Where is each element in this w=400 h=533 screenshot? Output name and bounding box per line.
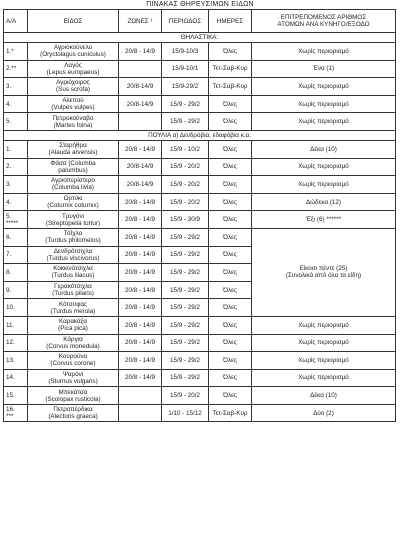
section-title-mammals: ΘΗΛΑΣΤΙΚΑ:: [4, 33, 396, 43]
thrush-limit-line1: Είκοσι πέντε (25): [299, 265, 348, 273]
cell-allowed-number: [252, 43, 396, 61]
cell-species: [28, 95, 119, 113]
cell-period: [162, 158, 209, 176]
cell-days: [209, 211, 252, 229]
row-number: 4.: [6, 198, 12, 206]
species-latin-name: (Oryctolagus cuniculus): [40, 51, 106, 59]
days-value: Όλες: [223, 374, 237, 382]
cell-period: [162, 264, 209, 282]
cell-days: [209, 176, 252, 194]
cell-number: [4, 246, 28, 264]
cell-species: [28, 387, 119, 405]
cell-species: [28, 158, 119, 176]
cell-zones: [119, 43, 162, 61]
cell-zones: [119, 334, 162, 352]
header-period: ΠΕΡΙΟΔΟΣ: [162, 10, 209, 33]
days-value: Όλες: [223, 251, 237, 259]
species-common-name: Αλεπού: [62, 97, 84, 105]
cell-days: [209, 299, 252, 317]
species-latin-name: (Turdus iliacus): [51, 272, 95, 280]
header-species: ΕΙΔΟΣ: [28, 10, 119, 33]
period-value: 15/9 - 20/2: [169, 180, 201, 188]
allowed-number-value: Χωρίς περιορισμό: [298, 82, 349, 90]
cell-number: [4, 78, 28, 96]
cell-species: [28, 176, 119, 194]
table-row: [4, 387, 396, 405]
species-latin-name: (Lepus europaeus): [46, 68, 100, 76]
cell-number: [4, 211, 28, 229]
cell-period: [162, 281, 209, 299]
header-allowed-number-line2: ΑΤΟΜΩΝ ΑΝΑ ΚΥΝΗΓΟ/ΕΞΟΔΟ: [277, 21, 370, 28]
header-zones: ΖΩΝΕΣ ¹: [119, 10, 162, 33]
cell-days: [209, 193, 252, 211]
zones-value: 20/8 - 14/9: [124, 286, 156, 294]
cell-number: [4, 193, 28, 211]
row-number: 4.: [6, 100, 12, 108]
zones-value: 20/8 - 14/9: [124, 198, 156, 206]
period-value: 15/9 - 29/2: [169, 233, 201, 241]
table-row: [4, 140, 396, 158]
period-value: 15/9 - 29/2: [169, 374, 201, 382]
cell-allowed-number: [252, 316, 396, 334]
cell-species: [28, 246, 119, 264]
cell-allowed-number: [252, 140, 396, 158]
period-value: 15/9 - 29/2: [169, 339, 201, 347]
cell-zones: [119, 387, 162, 405]
cell-days: [209, 78, 252, 96]
cell-allowed-number: [252, 158, 396, 176]
days-value: Όλες: [223, 339, 237, 347]
species-latin-name: (Pica pica): [58, 325, 88, 333]
cell-days: [209, 158, 252, 176]
species-latin-name: (Corvus corone): [50, 360, 96, 368]
species-latin-name: (Streptopelia turtur): [45, 219, 101, 227]
cell-zones: [119, 113, 162, 131]
section-title-birds: ΠΟΥΛΙΑ α) Δενδρόβια, εδαφόβια κ.α.: [4, 130, 396, 140]
days-value: Τετ-Σαβ-Κυρ: [212, 409, 248, 417]
period-value: 15/9-10/1: [171, 65, 199, 73]
row-number-note: *****: [6, 219, 19, 227]
species-latin-name: (Turdus viscivorus): [46, 254, 100, 262]
allowed-number-value: Δύο (2): [313, 409, 334, 417]
days-value: Όλες: [223, 356, 237, 364]
header-allowed-number: [252, 10, 396, 33]
period-value: 15/9 - 29/2: [169, 321, 201, 329]
cell-period: [162, 334, 209, 352]
cell-period: [162, 352, 209, 370]
days-value: Όλες: [223, 47, 237, 55]
cell-days: [209, 228, 252, 246]
cell-species: [28, 334, 119, 352]
row-number: 7.: [6, 251, 12, 259]
cell-number: [4, 387, 28, 405]
allowed-number-value: Έξι (6) ******: [305, 216, 342, 224]
days-value: Όλες: [223, 216, 237, 224]
days-value: Όλες: [223, 198, 237, 206]
allowed-number-value: Χωρίς περιορισμό: [298, 100, 349, 108]
cell-number: [4, 369, 28, 387]
species-common-name: Ορτύκι: [63, 195, 83, 203]
cell-allowed-number: [252, 334, 396, 352]
days-value: Όλες: [223, 180, 237, 188]
species-common-name: Πετροκούναβο: [52, 114, 94, 122]
row-number: 16.: [6, 406, 15, 414]
cell-days: [209, 140, 252, 158]
allowed-number-value: Δέκα (10): [310, 145, 337, 153]
species-common-name: Κότσυφας: [58, 300, 88, 308]
row-number: 1.*: [6, 47, 14, 55]
cell-period: [162, 95, 209, 113]
period-value: 15/9-10/3: [171, 47, 199, 55]
cell-zones: [119, 352, 162, 370]
table-row: [4, 316, 396, 334]
cell-number: [4, 176, 28, 194]
cell-days: [209, 387, 252, 405]
cell-number: [4, 299, 28, 317]
allowed-number-value: Χωρίς περιορισμό: [298, 118, 349, 126]
row-number: 5.: [6, 212, 12, 220]
header-number: Α/Α: [4, 10, 28, 33]
species-common-name: Αγριοκούνελο: [53, 44, 93, 52]
zones-value: 20/8 - 14/9: [124, 304, 156, 312]
cell-period: [162, 176, 209, 194]
cell-number: [4, 140, 28, 158]
species-common-name: Μπεκάτσα: [58, 388, 88, 396]
zones-value: 20/8 - 14/9: [124, 321, 156, 329]
cell-allowed-number: [252, 60, 396, 78]
cell-period: [162, 193, 209, 211]
zones-value: 20/8-14/9: [126, 163, 154, 171]
row-number: 2.**: [6, 65, 17, 73]
species-common-name: Κουρούνα: [58, 353, 88, 361]
table-row: [4, 78, 396, 96]
cell-period: [162, 78, 209, 96]
species-latin-name: (Corvus monedula): [46, 342, 100, 350]
species-common-name: Αγριοπερίστερο: [50, 177, 96, 185]
cell-zones: [119, 158, 162, 176]
table-row: [4, 404, 396, 422]
cell-days: [209, 334, 252, 352]
allowed-number-value: Χωρίς περιορισμό: [298, 163, 349, 171]
table-row: [4, 176, 396, 194]
cell-days: [209, 352, 252, 370]
days-value: Τετ-Σαβ-Κυρ: [212, 82, 248, 90]
period-value: 1/10 - 15/12: [168, 409, 202, 417]
species-latin-name: (Turdus philomelos): [45, 237, 101, 245]
cell-species: [28, 299, 119, 317]
species-latin-name: (Sus scrofa): [56, 86, 90, 94]
species-common-name: Καρακάξα: [59, 318, 87, 326]
allowed-number-value: Ένα (1): [312, 65, 335, 73]
period-value: 15/9 - 20/2: [169, 392, 201, 400]
cell-days: [209, 369, 252, 387]
cell-species: [28, 264, 119, 282]
cell-days: [209, 95, 252, 113]
cell-zones: [119, 95, 162, 113]
cell-days: [209, 316, 252, 334]
days-value: Όλες: [223, 268, 237, 276]
allowed-number-value: Δώδεκα (12): [305, 198, 342, 206]
species-common-name: Κοκκινότσιχλα: [53, 265, 93, 273]
species-common-name: Σταρήθρα: [59, 142, 87, 150]
cell-zones: [119, 369, 162, 387]
zones-value: 20/8-14/9: [126, 100, 154, 108]
species-latin-name: (Turdus merula): [50, 307, 96, 315]
zones-value: 20/8 - 14/9: [124, 145, 156, 153]
row-number: 1.: [6, 145, 12, 153]
days-value: Όλες: [223, 286, 237, 294]
cell-species: [28, 78, 119, 96]
days-value: Όλες: [223, 118, 237, 126]
cell-period: [162, 113, 209, 131]
allowed-number-value: Δέκα (10): [310, 392, 337, 400]
days-value: Τετ-Σαβ-Κυρ: [212, 65, 248, 73]
cell-allowed-number: [252, 404, 396, 422]
table-row: [4, 369, 396, 387]
species-common-name: Ψαρόνι: [62, 370, 84, 378]
cell-species: [28, 281, 119, 299]
species-latin-name: (Coturnix coturnix): [47, 202, 99, 210]
row-number: 9.: [6, 286, 12, 294]
allowed-number-value: Χωρίς περιορισμό: [298, 180, 349, 188]
zones-value: 20/8 - 14/9: [124, 233, 156, 241]
page-title: ΠΙΝΑΚΑΣ ΘΗΡΕΥΣΙΜΩΝ ΕΙΔΩΝ: [146, 1, 254, 8]
cell-species: [28, 113, 119, 131]
row-number: 6.: [6, 233, 12, 241]
table-row: [4, 211, 396, 229]
cell-number: [4, 281, 28, 299]
period-value: 15/9 - 29/2: [169, 268, 201, 276]
cell-species: [28, 228, 119, 246]
section-row-birds: [4, 130, 396, 140]
days-value: Όλες: [223, 163, 237, 171]
species-common-name: Φάσα (Columba: [50, 159, 96, 167]
species-latin-name: (Martes foina): [53, 121, 93, 129]
period-value: 15/9 - 29/2: [169, 118, 201, 126]
table-header-row: [4, 10, 396, 33]
cell-number: [4, 158, 28, 176]
row-number: 13.: [6, 356, 15, 364]
period-value: 15/9 - 29/2: [169, 356, 201, 364]
cell-period: [162, 299, 209, 317]
row-number: 14.: [6, 374, 15, 382]
cell-number: [4, 43, 28, 61]
allowed-number-value: Χωρίς περιορισμό: [298, 47, 349, 55]
period-value: 15/9 - 29/2: [169, 304, 201, 312]
zones-value: 20/8 - 14/9: [124, 374, 156, 382]
cell-species: [28, 404, 119, 422]
cell-allowed-number: [252, 95, 396, 113]
cell-period: [162, 369, 209, 387]
period-value: 15/9 - 30/9: [169, 216, 201, 224]
species-latin-name: (Alectoris graeca): [48, 413, 98, 421]
species-latin-name: (Sturnus vulgaris): [48, 377, 98, 385]
allowed-number-value: Χωρίς περιορισμό: [298, 356, 349, 364]
header-days: ΗΜΕΡΕΣ: [209, 10, 252, 33]
days-value: Όλες: [223, 321, 237, 329]
species-common-name: Τσίχλα: [63, 230, 83, 238]
thrush-limit-line2: (Συνολικά από όλα τα είδη): [285, 272, 362, 280]
cell-species: [28, 369, 119, 387]
row-number: 11.: [6, 321, 15, 329]
cell-allowed-number: [252, 176, 396, 194]
cell-period: [162, 60, 209, 78]
cell-period: [162, 404, 209, 422]
cell-zones: [119, 246, 162, 264]
species-common-name: Πετροπέρδικα: [53, 406, 93, 414]
table-row: [4, 334, 396, 352]
cell-period: [162, 211, 209, 229]
table-row: [4, 113, 396, 131]
cell-period: [162, 228, 209, 246]
cell-days: [209, 281, 252, 299]
cell-species: [28, 60, 119, 78]
cell-number: [4, 60, 28, 78]
cell-period: [162, 140, 209, 158]
species-common-name: Τρυγόνι: [61, 212, 85, 220]
species-common-name: Αγριόχοιρος: [56, 79, 90, 87]
cell-period: [162, 316, 209, 334]
zones-value: 20/8-14/9: [126, 82, 154, 90]
days-value: Όλες: [223, 145, 237, 153]
cell-number: [4, 228, 28, 246]
period-value: 15/9 - 29/2: [169, 251, 201, 259]
cell-allowed-number: [252, 193, 396, 211]
days-value: Όλες: [223, 304, 237, 312]
game-species-table: [3, 9, 396, 422]
cell-allowed-number: [252, 211, 396, 229]
species-latin-name: (Scolopax rusticola): [45, 395, 101, 403]
period-value: 15/9 - 29/2: [169, 286, 201, 294]
allowed-number-value: Χωρίς περιορισμό: [298, 374, 349, 382]
row-number: 12.: [6, 339, 15, 347]
cell-zones: [119, 228, 162, 246]
cell-period: [162, 246, 209, 264]
cell-allowed-number: [252, 78, 396, 96]
cell-days: [209, 113, 252, 131]
cell-zones: [119, 211, 162, 229]
zones-value: 20/8 - 14/9: [124, 356, 156, 364]
row-number: 3.: [6, 180, 12, 188]
days-value: Όλες: [223, 233, 237, 241]
species-common-name: Γερακότσιχλα: [54, 283, 92, 291]
zones-value: 20/8 - 14/9: [124, 251, 156, 259]
period-value: 15/9 - 10/2: [169, 145, 201, 153]
cell-number: [4, 113, 28, 131]
species-latin-name: (Columba livia): [52, 184, 94, 192]
cell-zones: [119, 176, 162, 194]
species-latin-name: (Turdus pilaris): [52, 290, 94, 298]
cell-species: [28, 140, 119, 158]
cell-number: [4, 95, 28, 113]
table-row: [4, 43, 396, 61]
table-row: [4, 60, 396, 78]
cell-zones: [119, 140, 162, 158]
cell-species: [28, 316, 119, 334]
cell-number: [4, 316, 28, 334]
period-value: 15/9 - 20/2: [169, 198, 201, 206]
days-value: Όλες: [223, 100, 237, 108]
cell-number: [4, 264, 28, 282]
cell-zones: [119, 299, 162, 317]
species-common-name: Δενδρότσιχλα: [53, 247, 93, 255]
species-latin-name: palumbus): [58, 166, 88, 174]
table-row: [4, 158, 396, 176]
cell-allowed-number-thrushes: [252, 228, 396, 316]
cell-period: [162, 387, 209, 405]
cell-zones: [119, 404, 162, 422]
table-row: [4, 352, 396, 370]
row-number: 5.: [6, 118, 12, 126]
cell-zones: [119, 316, 162, 334]
row-number-note: ***: [6, 413, 14, 421]
header-allowed-number-line1: ΕΠΙΤΡΕΠΟΜΕΝΟΣ ΑΡΙΘΜΟΣ: [280, 14, 367, 21]
species-latin-name: (Alauda arvensis): [48, 149, 98, 157]
row-number: 8.: [6, 268, 12, 276]
cell-species: [28, 211, 119, 229]
cell-period: [162, 43, 209, 61]
cell-number: [4, 404, 28, 422]
period-value: 15/9 - 20/2: [169, 163, 201, 171]
species-common-name: Λαγός: [64, 61, 82, 69]
row-number: 2.: [6, 163, 12, 171]
cell-zones: [119, 193, 162, 211]
cell-zones: [119, 264, 162, 282]
species-common-name: Κάργια: [63, 335, 83, 343]
cell-species: [28, 352, 119, 370]
row-number: 10.: [6, 304, 15, 312]
cell-allowed-number: [252, 113, 396, 131]
zones-value: 20/8 - 14/9: [124, 47, 156, 55]
cell-zones: [119, 78, 162, 96]
zones-value: 20/8 - 14/9: [124, 216, 156, 224]
table-row: [4, 228, 396, 246]
days-value: Όλες: [223, 392, 237, 400]
cell-species: [28, 193, 119, 211]
cell-days: [209, 60, 252, 78]
table-row: [4, 193, 396, 211]
table-row: [4, 95, 396, 113]
cell-allowed-number: [252, 387, 396, 405]
row-number: 15.: [6, 392, 15, 400]
cell-allowed-number: [252, 352, 396, 370]
allowed-number-value: Χωρίς περιορισμό: [298, 321, 349, 329]
cell-days: [209, 404, 252, 422]
zones-value: 20/8-14/9: [126, 180, 154, 188]
cell-allowed-number: [252, 369, 396, 387]
cell-days: [209, 43, 252, 61]
period-value: 15/9 - 29/2: [169, 100, 201, 108]
period-value: 15/9-29/2: [171, 82, 199, 90]
allowed-number-value: Χωρίς περιορισμό: [298, 339, 349, 347]
cell-zones: [119, 281, 162, 299]
cell-days: [209, 264, 252, 282]
cell-days: [209, 246, 252, 264]
cell-zones: [119, 60, 162, 78]
section-row-mammals: [4, 33, 396, 43]
species-latin-name: (Vulpes vulpes): [51, 104, 95, 112]
zones-value: 20/8 - 14/9: [124, 268, 156, 276]
cell-number: [4, 334, 28, 352]
zones-value: 20/8 - 14/9: [124, 339, 156, 347]
cell-number: [4, 352, 28, 370]
cell-species: [28, 43, 119, 61]
row-number: 3.: [6, 82, 12, 90]
